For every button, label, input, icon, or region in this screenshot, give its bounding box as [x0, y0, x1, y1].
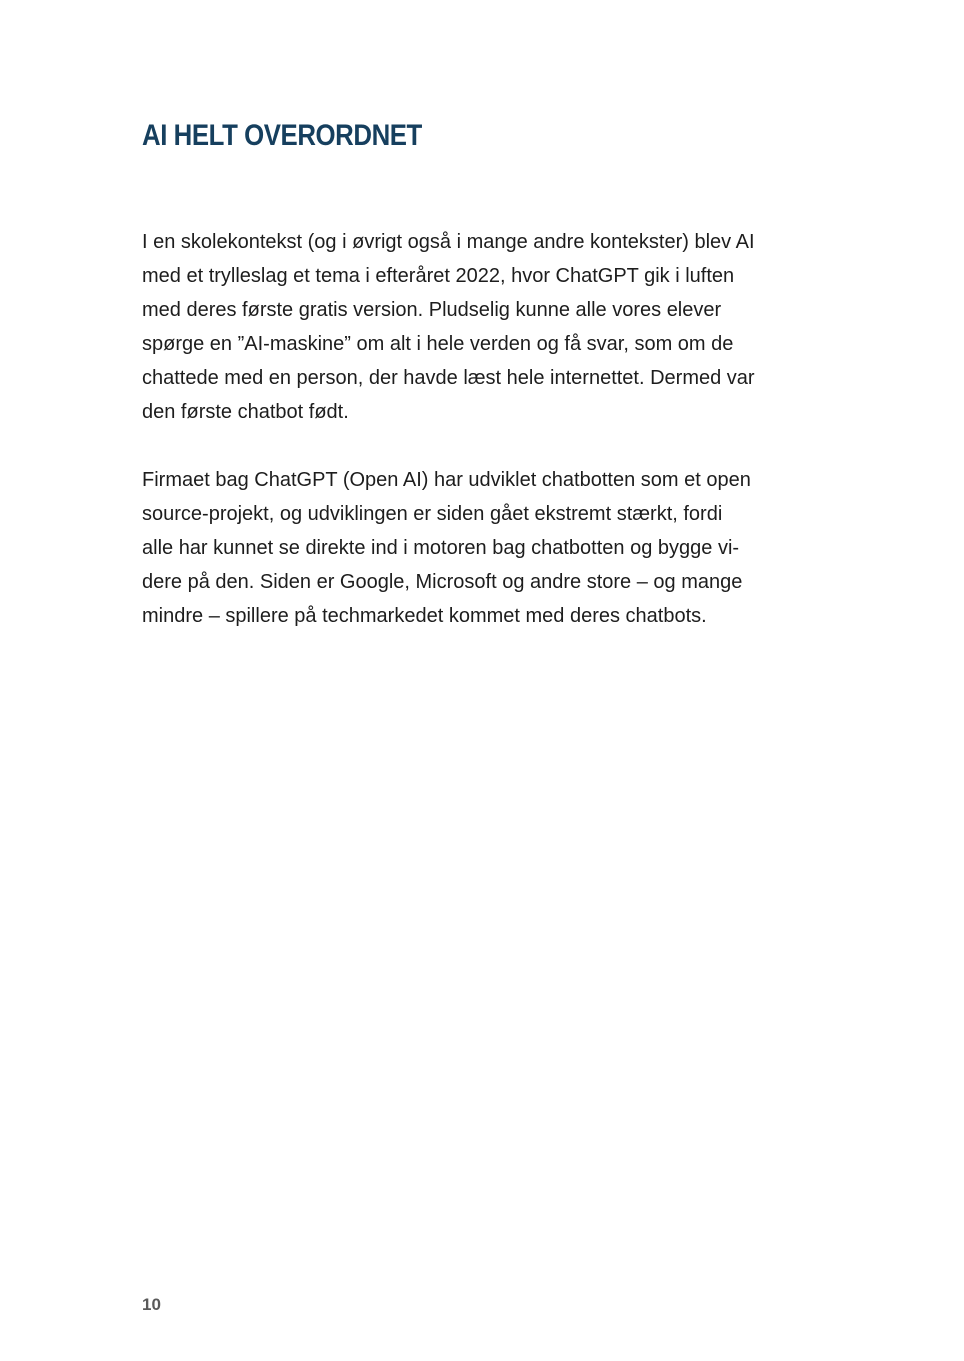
paragraph-line: den første chatbot født. — [142, 401, 349, 423]
paragraph-intro — [142, 225, 802, 429]
paragraph-line: mindre – spillere på techmarkedet kommet med deres chatbots. — [142, 605, 707, 627]
paragraph-line: med deres første gratis version. Pludselig kunne alle vores elever — [142, 299, 722, 321]
paragraph-line: dere på den. Siden er Google, Microsoft og andre store – og mange — [142, 571, 743, 593]
paragraph-line: I en skolekontekst (og i øvrigt også i mange andre kontekster) blev AI — [142, 231, 755, 253]
paragraph-line: Firmaet bag ChatGPT (Open AI) har udviklet chatbotten som et open — [142, 469, 751, 491]
paragraph-line: source-projekt, og udviklingen er siden gået ekstremt stærkt, fordi — [142, 503, 723, 525]
page-heading: AI HELT OVERORDNET — [142, 119, 422, 152]
page-number: 10 — [142, 1295, 161, 1314]
paragraph-line: med et trylleslag et tema i efteråret 2022, hvor ChatGPT gik i luften — [142, 265, 735, 287]
paragraph-line: alle har kunnet se direkte ind i motoren bag chatbotten og bygge vi- — [142, 537, 740, 559]
paragraph-line: spørge en ”AI-maskine” om alt i hele verden og få svar, som om de — [142, 333, 734, 355]
paragraph-openai — [142, 463, 802, 633]
paragraph-line: chattede med en person, der havde læst hele internettet. Dermed var — [142, 367, 755, 389]
